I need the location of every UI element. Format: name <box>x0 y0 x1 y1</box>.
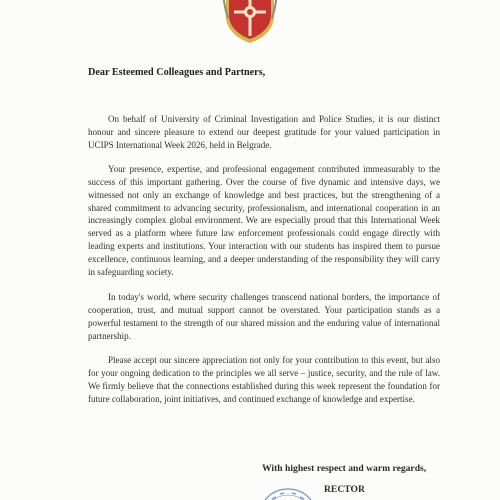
body-paragraph-2: Your presence, expertise, and professional engagement contributed immeasurably to the success of this important gathering. Over the course of five dynamic and intensive days, we witnessed not only an exchange of knowledge and best practices, but the strengthening of a shared commitment to advancing security, professionalism, and international cooperation in an increasingly complex global environment. We are especially proud that this International Week served as a platform where future law enforcement professionals could engage directly with leading experts and institutions. Your interaction with our students has inspired them to pursue excellence, continuous learning, and a deeper understanding of the responsibility they will carry in safeguarding society. <box>88 164 440 277</box>
official-stamp-icon <box>258 485 318 500</box>
university-crest-icon <box>222 0 278 44</box>
body-paragraph-1: On behalf of University of Criminal Investigation and Police Studies, it is our distinct honour and sincere pleasure to extend our deepest gratitude for your valued participation in UCIPS International Week 2026, held in Belgrade. <box>88 114 440 150</box>
closing-line: With highest respect and warm regards, <box>262 463 427 474</box>
greeting: Dear Esteemed Colleagues and Partners, <box>88 67 266 78</box>
body-paragraph-3: In today's world, where security challenges transcend national borders, the importance of cooperation, trust, and mutual support cannot be overstated. Your participation stands as a powerful testament to the strength of our shared mission and the enduring value of international partnership. <box>88 292 440 341</box>
body-paragraph-4: Please accept our sincere appreciation not only for your contribution to this event, but also for your ongoing dedication to the principles we all serve – justice, security, and the rule of law. We firmly believe that the connections established during this week represent the foundation for future collaboration, joint initiatives, and continued exchange of knowledge and expertise. <box>88 355 440 404</box>
signatory-title: RECTOR <box>324 484 365 495</box>
